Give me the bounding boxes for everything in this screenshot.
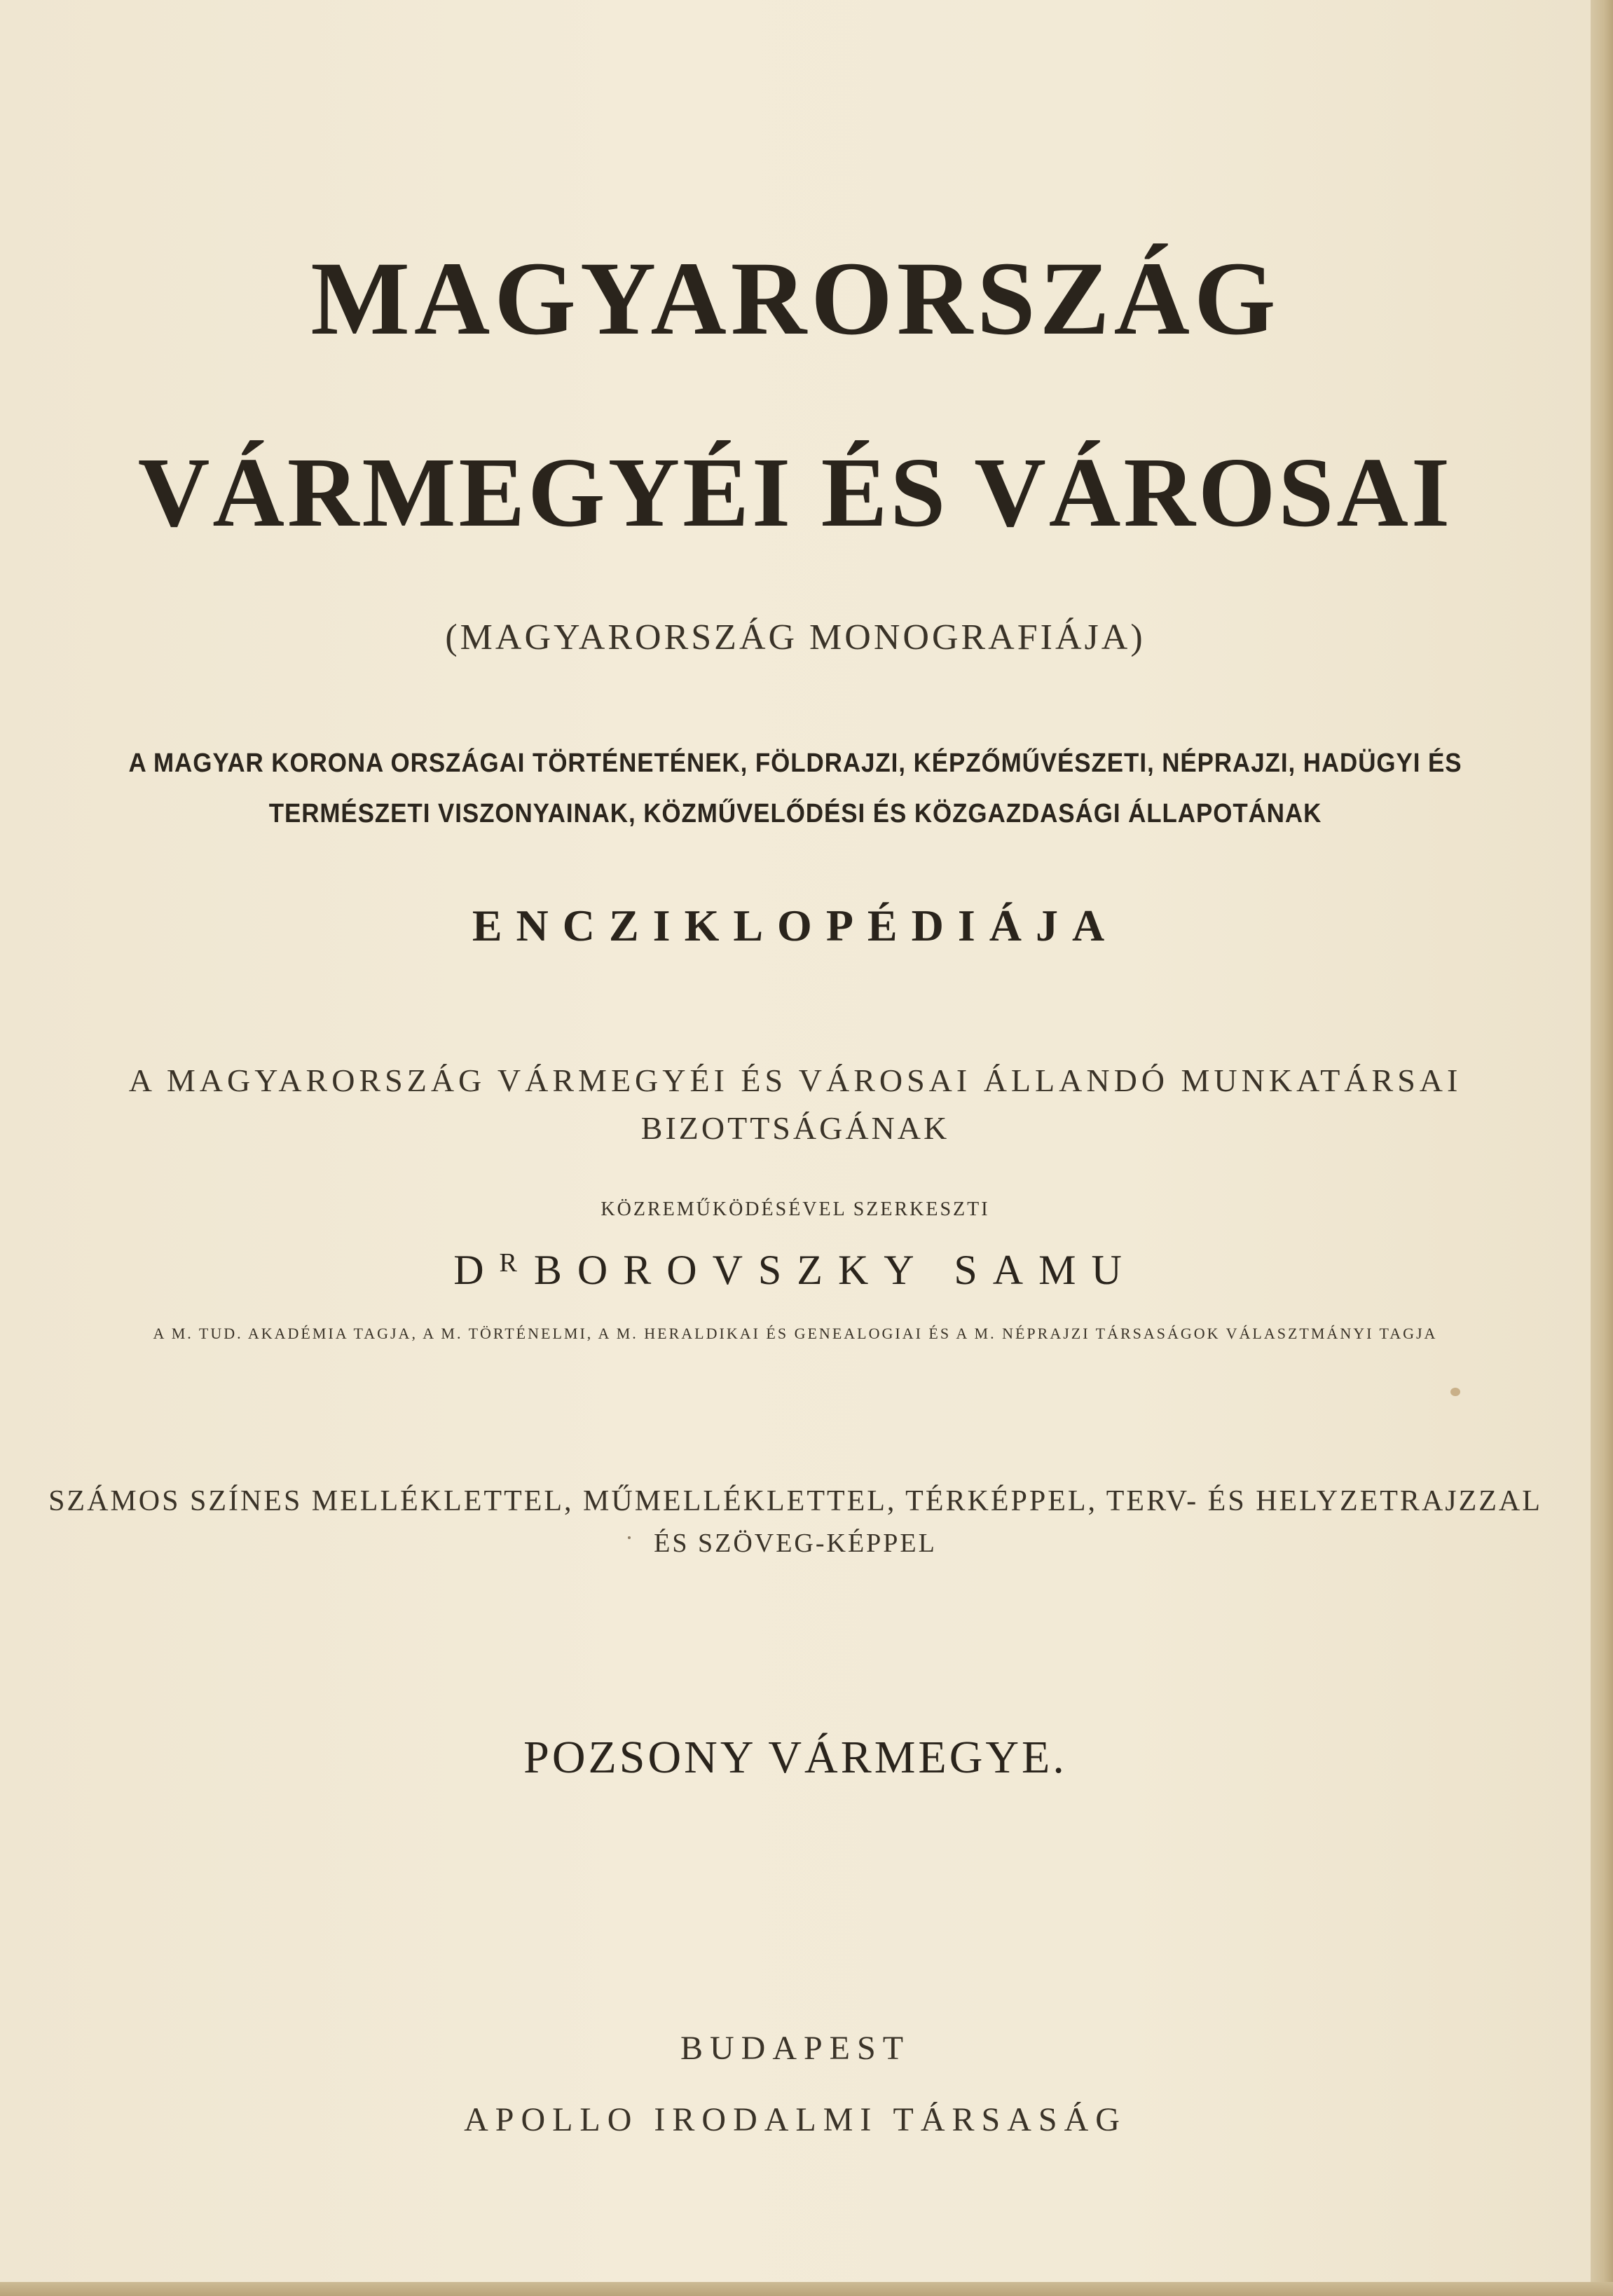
volume-title: POZSONY VÁRMEGYE. — [523, 1732, 1067, 1783]
committee-line-1: A MAGYARORSZÁG VÁRMEGYÉI ÉS VÁROSAI ÁLLANDÓ MUNKATÁRSAI — [128, 1062, 1462, 1098]
editor-intro: KÖZREMŰKÖDÉSÉVEL SZERKESZTI — [600, 1198, 990, 1220]
author-line — [0, 1246, 1591, 1294]
author-title-d: D — [453, 1247, 500, 1293]
parenthetical-subtitle: (MAGYARORSZÁG MONOGRAFIÁJA) — [445, 617, 1146, 657]
illustrations-line-1: SZÁMOS SZÍNES MELLÉKLETTEL, MŰMELLÉKLETTEL, TÉRKÉPPEL, TERV- ÉS HELYZETRAJZZAL — [48, 1485, 1542, 1517]
committee-line-2: BIZOTTSÁGÁNAK — [640, 1110, 950, 1146]
imprint-city: BUDAPEST — [680, 2030, 911, 2067]
paper-stain — [1450, 1388, 1460, 1396]
main-title-line-1: MAGYARORSZÁG — [310, 240, 1280, 357]
illustrations-line-2: ÉS SZÖVEG-KÉPPEL — [654, 1529, 937, 1558]
page-edge-right — [1591, 0, 1613, 2296]
main-title-line-2: VÁRMEGYÉI ÉS VÁROSAI — [137, 437, 1453, 547]
paper-speck — [628, 1536, 631, 1539]
imprint-publisher: APOLLO IRODALMI TÁRSASÁG — [464, 2101, 1127, 2138]
author-name: BOROVSZKY SAMU — [533, 1247, 1137, 1293]
encyclopedia-heading: ENCZIKLOPÉDIÁJA — [472, 901, 1119, 950]
author-title — [453, 1247, 534, 1293]
subtitle-line-1: A MAGYAR KORONA ORSZÁGAI TÖRTÉNETÉNEK, FÖLDRAJZI, KÉPZŐMŰVÉSZETI, NÉPRAJZI, HADÜGYI ÉS — [128, 749, 1462, 778]
author-title-r: R — [499, 1248, 517, 1278]
author-credentials: A M. TUD. AKADÉMIA TAGJA, A M. TÖRTÉNELMI, A M. HERALDIKAI ÉS GENEALOGIAI ÉS A M. NÉPRAJZI TÁRSASÁGOK VÁLASZTMÁNYI TAGJA — [153, 1325, 1438, 1342]
subtitle-line-2: TERMÉSZETI VISZONYAINAK, KÖZMŰVELŐDÉSI ÉS KÖZGAZDASÁGI ÁLLAPOTÁNAK — [268, 799, 1322, 828]
page-edge-bottom — [0, 2282, 1613, 2296]
